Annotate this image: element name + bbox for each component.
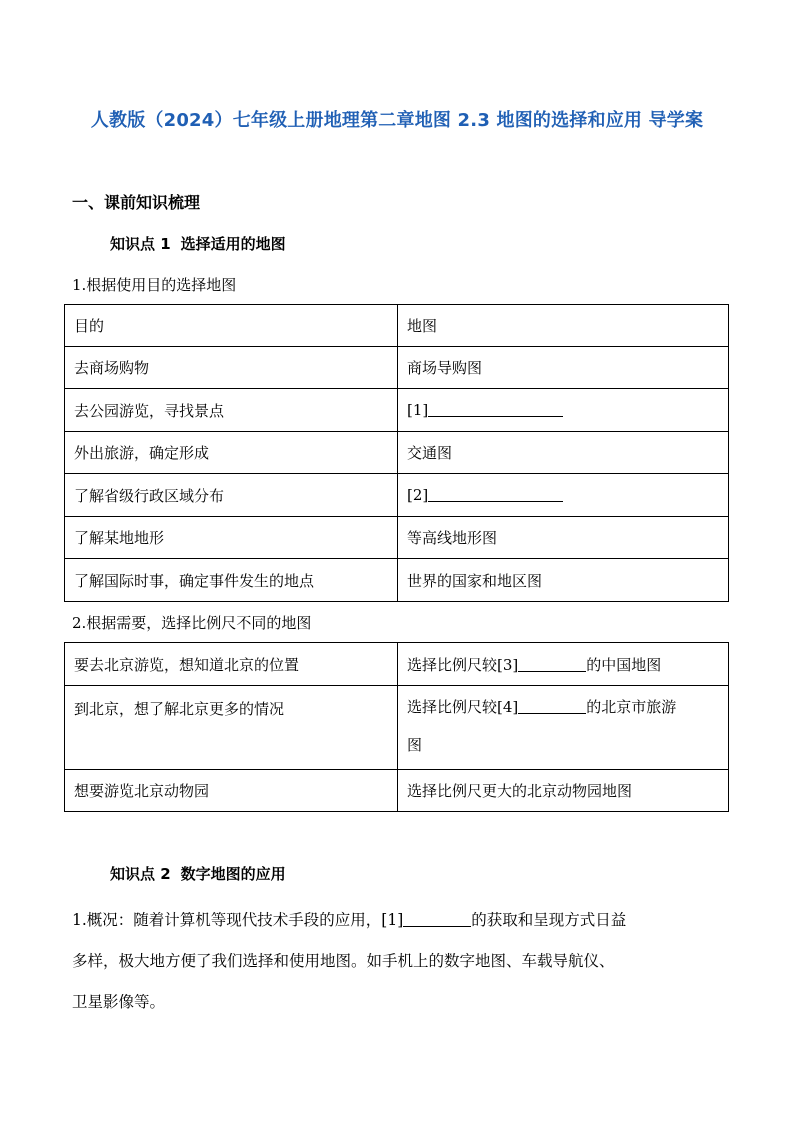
line1-pre: 1.概况：随着计算机等现代技术手段的应用，[1] — [72, 911, 404, 929]
need-cell: 到北京，想了解北京更多的情况 — [65, 686, 398, 770]
subheading-scale: 2.根据需要，选择比例尺不同的地图 — [72, 614, 312, 632]
table-row — [65, 474, 729, 517]
table-row — [65, 559, 729, 602]
table-row — [65, 517, 729, 559]
knowledge-point-number: 知识点 2 — [110, 865, 171, 883]
scale-cell — [398, 643, 729, 686]
table-header-row — [65, 305, 729, 347]
scale-cell — [398, 686, 729, 770]
scale-line-2: 图 — [407, 736, 423, 754]
document-title: 人教版（2024）七年级上册地理第二章地图 2.3 地图的选择和应用 导学案 — [90, 110, 704, 131]
map-cell: 商场导购图 — [398, 347, 729, 389]
answer-blank-2[interactable] — [428, 486, 563, 502]
purpose-cell: 了解省级行政区域分布 — [65, 474, 398, 517]
knowledge-point-name: 数字地图的应用 — [180, 865, 286, 883]
map-cell: 交通图 — [398, 432, 729, 474]
scale-map-table — [64, 642, 729, 812]
knowledge-point-number: 知识点 1 — [110, 235, 171, 253]
paragraph-line-2: 多样，极大地方便了我们选择和使用地图。如手机上的数字地图、车载导航仪、 — [72, 952, 615, 970]
line1-post: 的获取和呈现方式日益 — [471, 911, 627, 929]
purpose-cell: 去公园游览，寻找景点 — [65, 389, 398, 432]
answer-blank-1[interactable] — [428, 401, 563, 417]
need-cell: 想要游览北京动物园 — [65, 770, 398, 812]
header-purpose: 目的 — [65, 305, 398, 347]
purpose-cell: 了解国际时事，确定事件发生的地点 — [65, 559, 398, 602]
purpose-cell: 了解某地地形 — [65, 517, 398, 559]
scale-text-post: 的北京市旅游 — [586, 698, 677, 716]
map-cell: 等高线地形图 — [398, 517, 729, 559]
scale-line-1 — [407, 698, 719, 715]
knowledge-point-1-heading — [110, 233, 286, 254]
blank-label-2: [2] — [407, 486, 429, 504]
scale-text-pre: 选择比例尺较[3] — [407, 655, 519, 674]
map-cell — [398, 389, 729, 432]
table-row — [65, 347, 729, 389]
answer-blank-4[interactable] — [518, 698, 586, 714]
knowledge-point-2-heading — [110, 863, 286, 884]
table-row — [65, 770, 729, 812]
table-row — [65, 643, 729, 686]
scale-text-pre: 选择比例尺较[4] — [407, 698, 519, 716]
overview-paragraph — [72, 900, 742, 1023]
paragraph-line-3: 卫星影像等。 — [72, 993, 166, 1011]
purpose-map-table — [64, 304, 729, 602]
scale-text-post: 的中国地图 — [586, 655, 662, 674]
purpose-cell: 去商场购物 — [65, 347, 398, 389]
answer-blank-3[interactable] — [518, 656, 586, 672]
scale-cell: 选择比例尺更大的北京动物园地图 — [398, 770, 729, 812]
subheading-purpose: 1.根据使用目的选择地图 — [72, 276, 237, 294]
section-heading: 一、课前知识梳理 — [72, 193, 201, 212]
answer-blank-5[interactable] — [403, 911, 471, 927]
knowledge-point-name: 选择适用的地图 — [180, 235, 286, 253]
table-row — [65, 686, 729, 770]
table-row — [65, 389, 729, 432]
map-cell: 世界的国家和地区图 — [398, 559, 729, 602]
need-cell: 要去北京游览，想知道北京的位置 — [65, 643, 398, 686]
blank-label-1: [1] — [407, 401, 429, 419]
map-cell — [398, 474, 729, 517]
table-row — [65, 432, 729, 474]
purpose-cell: 外出旅游，确定形成 — [65, 432, 398, 474]
paragraph-line-1 — [72, 900, 742, 941]
header-map: 地图 — [398, 305, 729, 347]
